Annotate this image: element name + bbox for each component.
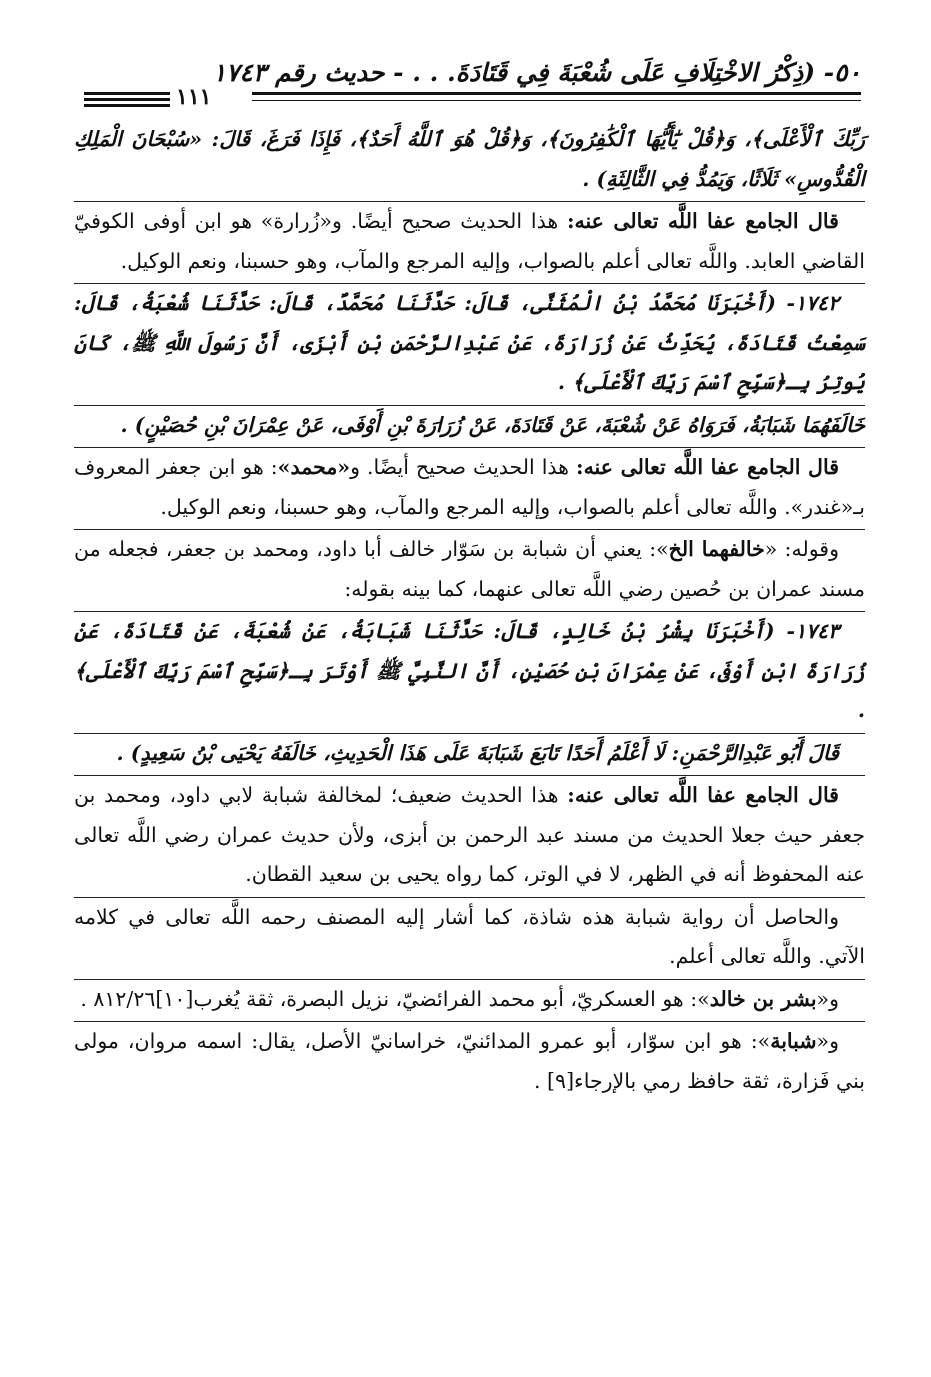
hadith-number: ١٧٤٢- bbox=[786, 291, 839, 315]
hadith-continuation: رَبِّكَ ٱلْأَعْلَى﴾، وَ﴿قُلْ يَٰٓأَيُّهَا ٱلْكَٰفِرُونَ﴾، وَ﴿قُلْ هُوَ ٱللَّهُ أَحَدٌ﴾، فَإِذَا فَرَغَ، قَالَ: «سُبْحَانَ الْمَلِكِ الْقُدُّوسِ» ثَلَاثًا، وَيَمُدُّ فِي الثَّالِثَةِ) . bbox=[74, 127, 865, 191]
narrator-note: و«بشر بن خالد»: هو العسكريّ، أبو محمد الفرائضيّ، نزيل البصرة، ثقة يُغرب[١٠]٨١٢/٢٦ . bbox=[80, 986, 839, 1011]
header-rule-thin bbox=[252, 100, 861, 101]
hadith-text: ١٧٤٣- (أَخْبَرَنَا بِشْرُ بْنُ خَالِدٍ، قَالَ: حَدَّثَنَا شَبَابَةُ، عَنْ شُعْبَةَ، عَنْ قَتَادَةَ، عَنْ زُرَارَةَ ابْنِ أَوْفَى، عَنْ عِمْرَانَ بْنِ حُصَيْنٍ، أَنَّ النَّبِيَّ ﷺ أَوْتَرَ بِـ﴿سَبِّحِ ٱسْمَ رَبِّكَ ٱلْأَعْلَى﴾ . bbox=[74, 619, 865, 722]
hadith-number: ١٧٤٣- bbox=[786, 619, 840, 643]
commentary-lead: قال الجامع عفا اللَّه تعالى عنه: bbox=[566, 209, 839, 233]
hadith-text: قَالَ أَبُو عَبْدِالرَّحْمَنِ: لَا أَعْلَمُ أَحَدًا تَابَعَ شَبَابَةَ عَلَى هَذَا الْحَدِيثِ، خَالَفَهُ يَحْيَى بْنُ سَعِيدٍ) . bbox=[116, 740, 839, 765]
commentary-paragraph: والحاصل أن رواية شبابة هذه شاذة، كما أشار إليه المصنف رحمه اللَّه تعالى في كلامه الآتي. واللَّه تعالى أعلم. bbox=[74, 904, 865, 968]
commentary-lead: قال الجامع عفا اللَّه تعالى عنه: bbox=[576, 455, 839, 479]
chapter-title: ٥٠- (ذِكْرُ الاخْتِلَافِ عَلَى شُعْبَةَ فِي قَتَادَةَ. . . - حديث رقم ١٧٤٣ bbox=[212, 58, 861, 87]
ornament-rule bbox=[84, 98, 170, 101]
page-body bbox=[74, 120, 865, 1101]
ornament-rule bbox=[84, 92, 170, 95]
ornament-rule bbox=[84, 104, 170, 107]
page-number: ١١١ bbox=[176, 84, 212, 110]
commentary-paragraph: وقوله: «خالفهما الخ»: يعني أن شبابة بن سَوّار خالف أبا داود، ومحمد بن جعفر، فجعله من مسند عمران بن حُصين رضي اللَّه تعالى عنهما، كما بينه بقوله: bbox=[74, 537, 865, 601]
header-rule bbox=[252, 92, 861, 95]
commentary-lead: قال الجامع عفا اللَّه تعالى عنه: bbox=[567, 783, 839, 807]
running-header bbox=[84, 52, 861, 108]
commentary-paragraph: قال الجامع عفا اللَّه تعالى عنه: هذا الحديث صحيح أيضًا. و«محمد»: هو ابن جعفر المعروف بـ«غندر». واللَّه تعالى أعلم بالصواب، وإليه المرجع والمآب، وهو حسبنا، ونعم الوكيل. bbox=[74, 455, 865, 519]
commentary-paragraph: قال الجامع عفا اللَّه تعالى عنه: هذا الحديث ضعيف؛ لمخالفة شبابة لابي داود، ومحمد بن جعفر حيث جعلا الحديث من مسند عبد الرحمن بن أبزى، ولأن حديث عمران رضي اللَّه تعالى عنه المحفوظ أنه في الظهر، لا في الوتر، كما رواه يحيى بن سعيد القطان. bbox=[74, 783, 865, 886]
hadith-text: ١٧٤٢- (أَخْبَرَنَا مُحَمَّدُ بْنُ الْمُثَنَّى، قَالَ: حَدَّثَنَا مُحَمَّدٌ، قَالَ: حَدَّثَنَا شُعْبَةُ، قَالَ: سَمِعْتُ قَتَادَةَ، يُحَدِّثُ عَنْ زُرَارَةَ، عَنْ عَبْدِالرَّحْمَنِ بْنِ أَبْزَى، أَنَّ رَسُولَ اللَّهِ ﷺ، كَانَ يُوتِرُ بِـ﴿سَبِّحِ ٱسْمَ رَبِّكَ ٱلْأَعْلَى﴾ . bbox=[74, 291, 865, 394]
narrator-note: و«شبابة»: هو ابن سوّار، أبو عمرو المدائنيّ، خراسانيّ الأصل، يقال: اسمه مروان، مولى بني فَزارة، ثقة حافظ رمي بالإرجاء[٩] . bbox=[74, 1029, 865, 1093]
commentary-paragraph: قال الجامع عفا اللَّه تعالى عنه: هذا الحديث صحيح أيضًا. و«زُرارة» هو ابن أوفى الكوفيّ القاضي العابد. واللَّه تعالى أعلم بالصواب، وإليه المرجع والمآب، وهو حسبنا، ونعم الوكيل. bbox=[74, 209, 865, 273]
hadith-text: خَالَفَهُمَا شَبَابَةُ، فَرَوَاهُ عَنْ شُعْبَةَ، عَنْ قَتَادَةَ، عَنْ زُرَارَةَ بْنِ أَوْفَى، عَنْ عِمْرَانَ بْنِ حُصَيْنٍ) . bbox=[120, 412, 865, 437]
